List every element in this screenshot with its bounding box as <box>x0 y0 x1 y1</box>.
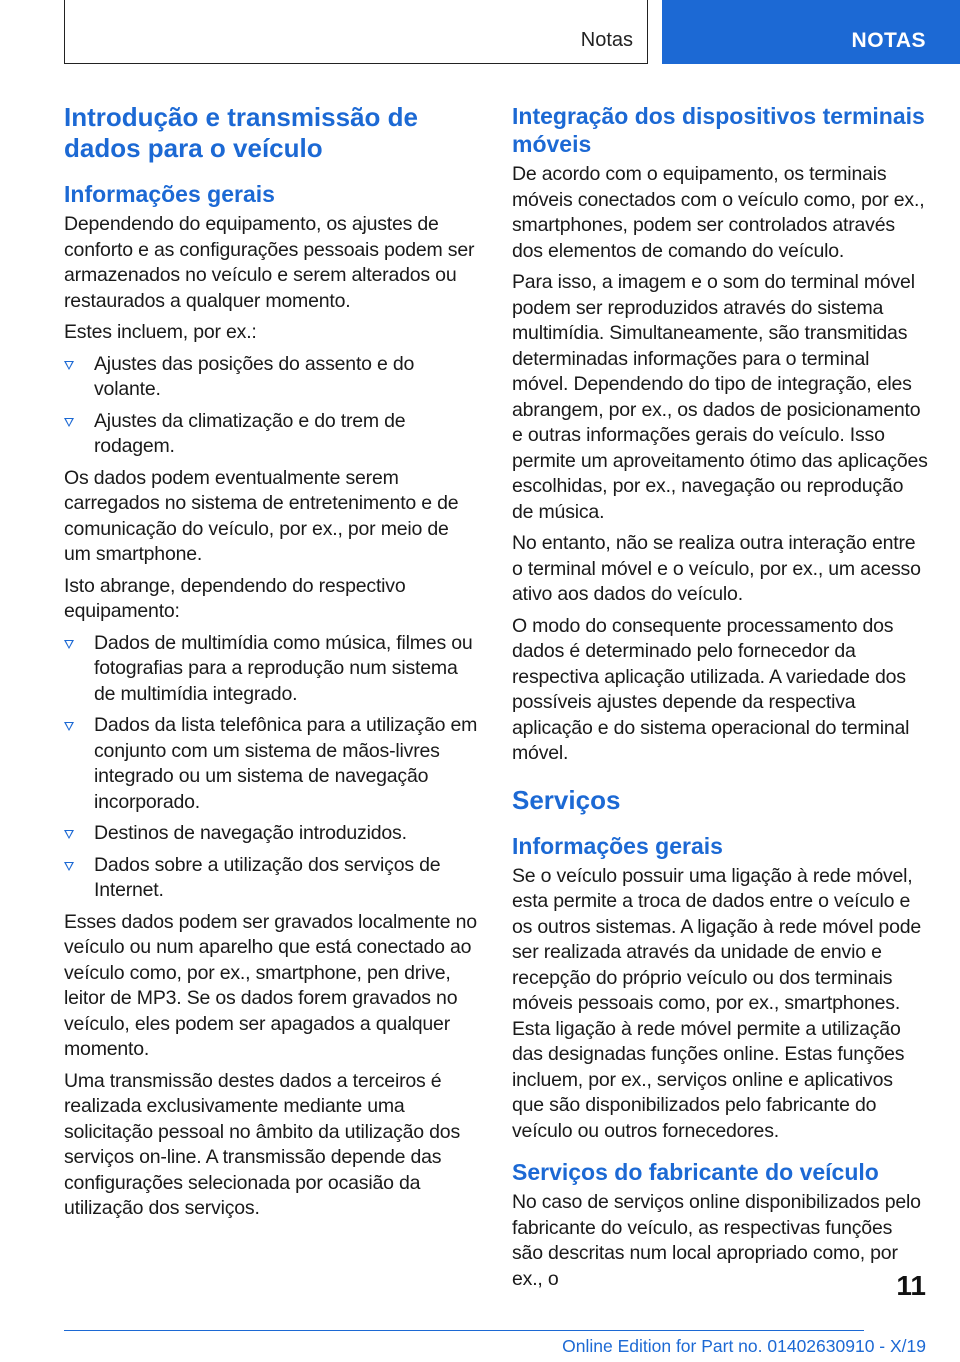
subsection-title: Informações gerais <box>64 181 275 207</box>
right-column <box>512 102 928 1298</box>
paragraph: Uma transmissão destes dados a terceiros é realizada exclusivamente mediante uma solicitação pessoal no âmbito da utilização dos serviços on-line. A transmissão depende das configurações selecionada por ocasião da utilização dos serviços. <box>64 1069 461 1219</box>
header-section-label: Notas <box>580 29 633 51</box>
list-item <box>64 352 480 403</box>
paragraph: Esses dados podem ser gravados localmente no veículo ou num aparelho que está conectado ao veículo como, por ex., smartphone, pen drive, leitor de MP3. Se os dados forem gravados no veículo, eles podem ser apagados a qualquer momento. <box>64 910 477 1060</box>
paragraph: No entanto, não se realiza outra interação entre o terminal móvel e o veículo, por ex., um acesso ativo aos dados do veículo. <box>512 532 921 605</box>
bullet-triangle-icon <box>64 640 74 649</box>
bullet-triangle-icon <box>64 722 74 731</box>
list-item <box>64 821 480 847</box>
subsection-title: Serviços do fabricante do veículo <box>512 1159 879 1185</box>
section-title: Introdução e transmissão de dados para o veículo <box>64 102 418 163</box>
list-item-text: Dados da lista telefônica para a utilização em conjunto com um sistema de mãos-livres integrado ou um sistema de navegação incorporado. <box>94 714 478 813</box>
subsection-title: Informações gerais <box>512 832 723 859</box>
list-item <box>64 853 480 904</box>
paragraph: O modo do consequente processamento dos dados é determinado pelo fornecedor da respectiva aplicação utilizada. A variedade dos possíveis ajustes depende da respectiva aplicação e do sistema operacional do terminal móvel. <box>512 614 910 764</box>
subsection-title: Integração dos dispositivos terminais móveis <box>512 103 925 157</box>
paragraph: Para isso, a imagem e o som do terminal móvel podem ser reproduzidos através do sistema multimídia. Simultaneamente, são transmitidas determinadas informações para o terminal móvel. Dependendo do tipo de integração, eles abrangem, por ex., os dados de posicionamento e outras informações gerais do veículo. Isso permite um aproveitamento ótimo das aplicações escolhidas, por ex., navegação ou reprodução de música. <box>512 271 928 523</box>
left-column <box>64 102 480 1228</box>
list-item <box>64 631 480 708</box>
footer-divider <box>64 1330 864 1331</box>
bullet-triangle-icon <box>64 361 74 370</box>
header-section-box <box>64 0 648 64</box>
paragraph: De acordo com o equipamento, os terminais móveis conectados com o veículo como, por ex., smartphones, podem ser controlados através dos elementos de comando do veículo. <box>512 163 925 262</box>
list-item-text: Ajustes das posições do assento e do volante. <box>94 352 415 400</box>
list-item <box>64 409 480 460</box>
bullet-triangle-icon <box>64 830 74 839</box>
paragraph: No caso de serviços online disponibilizados pelo fabricante do veículo, as respectivas funções são descritas num local apropriado como, por ex., o <box>512 1191 921 1290</box>
list-item-text: Dados sobre a utilização dos serviços de Internet. <box>94 853 441 901</box>
list-item-text: Ajustes da climatização e do trem de rodagem. <box>94 409 406 457</box>
section-title: Serviços <box>512 784 621 815</box>
page-number: 11 <box>896 1270 926 1301</box>
paragraph: Estes incluem, por ex.: <box>64 321 257 343</box>
paragraph: Os dados podem eventualmente serem carregados no sistema de entretenimento e de comunicação do veículo, por ex., por meio de um smartphone. <box>64 466 459 565</box>
list-item-text: Destinos de navegação introduzidos. <box>94 822 407 844</box>
paragraph: Se o veículo possuir uma ligação à rede móvel, esta permite a troca de dados entre o veículo e os outros sistemas. A ligação à rede móvel pode ser realizada através da unidade de envio e recepção do próprio veículo ou dos terminais móveis pessoais como, por ex., smartphones. Esta ligação à rede móvel permite a utilização das designadas funções online. Estas funções incluem, por ex., serviços online e aplicativos que são disponibilizados pelo fabricante do veículo ou outros fornecedores. <box>512 864 922 1142</box>
footer-edition-text: Online Edition for Part no. 01402630910 - X/19 <box>562 1336 926 1356</box>
list-item <box>64 713 480 815</box>
header-chapter-tab: NOTAS <box>662 0 960 64</box>
paragraph: Isto abrange, dependendo do respectivo equipamento: <box>64 574 406 622</box>
bullet-triangle-icon <box>64 418 74 427</box>
bullet-triangle-icon <box>64 862 74 871</box>
paragraph: Dependendo do equipamento, os ajustes de conforto e as configurações pessoais podem ser armazenados no veículo e serem alterados ou restaurados a qualquer momento. <box>64 213 475 312</box>
list-item-text: Dados de multimídia como música, filmes ou fotografias para a reprodução num sistema de multimídia integrado. <box>94 631 473 705</box>
